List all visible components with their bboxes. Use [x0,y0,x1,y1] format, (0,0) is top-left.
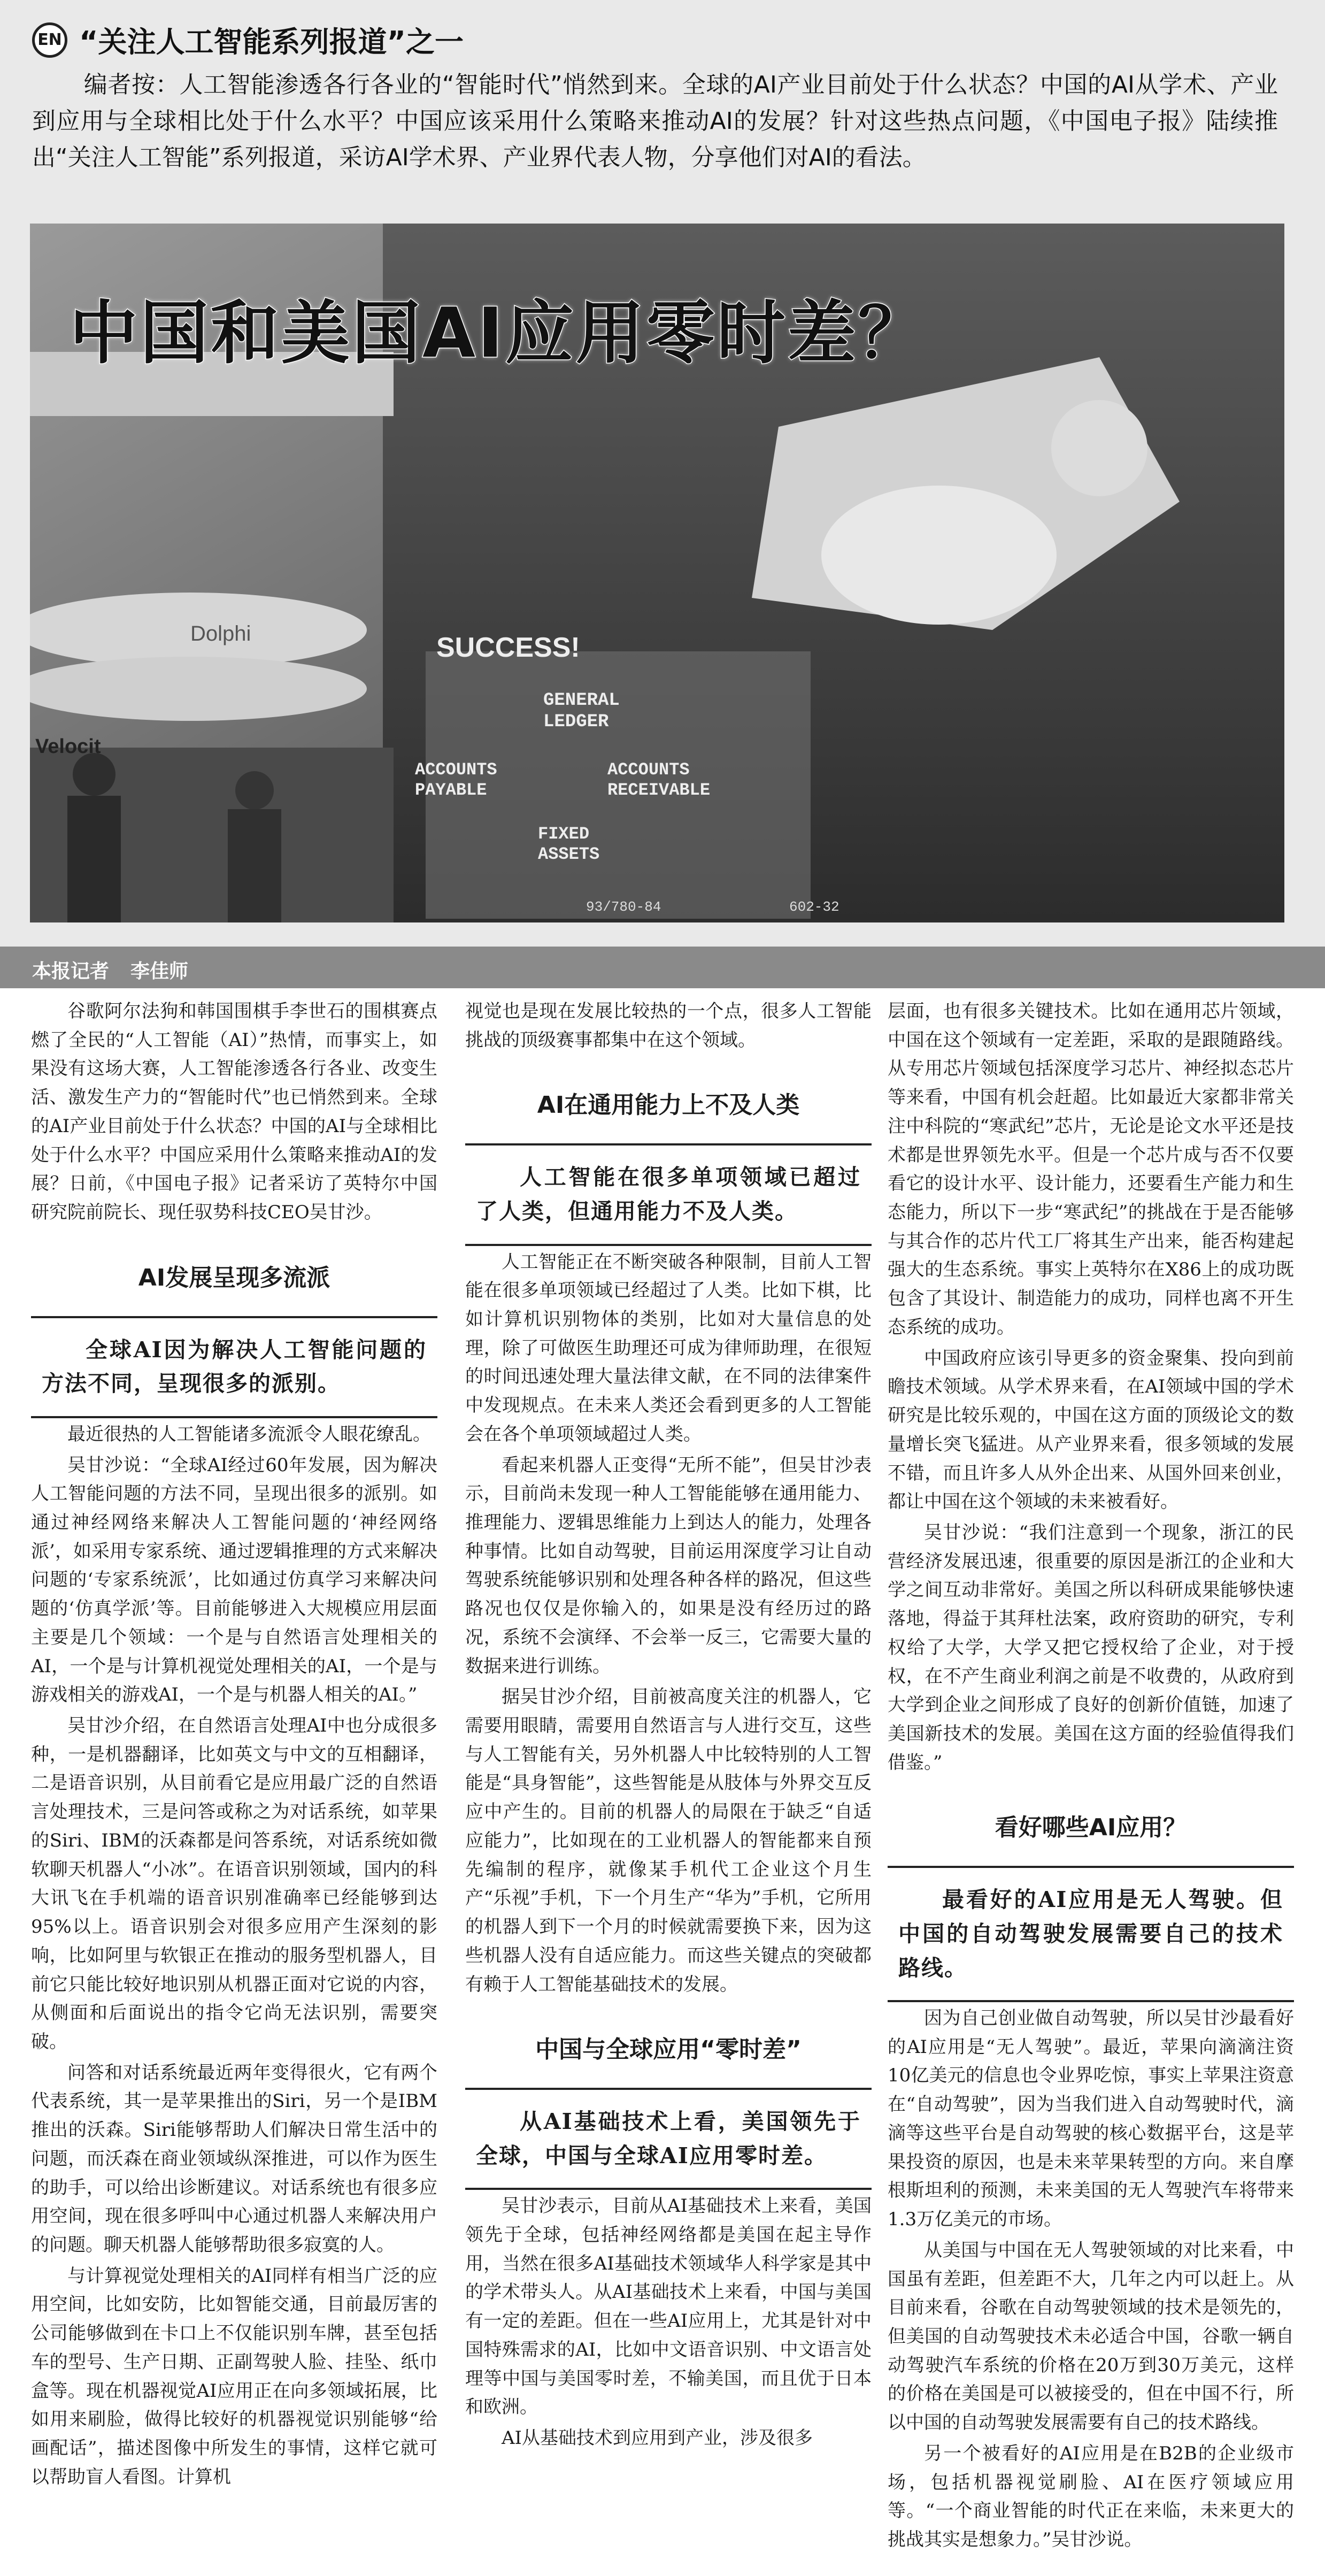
pull-quote: 从AI基础技术上看，美国领先于全球，中国与全球AI应用零时差。 [465,2088,872,2190]
byline-author: 李佳师 [130,960,189,982]
photo-text-ledger: LEDGER [543,712,609,732]
paragraph: 吴甘沙说：“全球AI经过60年发展，因为解决人工智能问题的方法不同，呈现出很多的派别。如通过神经网络来解决人工智能问题的‘神经网络派’，如采用专家系统、通过逻辑推理的方式来解决问题的‘专家系统派’，比如通过仿真学习来解决问题的‘仿真学派’等。目前能够进入大规模应用层面主要是几个领域：一个是与自然语言处理相关的AI，一个是与计算机视觉处理相关的AI，一个是与游戏相关的游戏AI，一个是与机器人相关的AI。” [31,1454,437,1706]
paragraph: 看起来机器人正变得“无所不能”，但吴甘沙表示，目前尚未发现一种人工智能能够在通用能力、推理能力、逻辑思维能力上到达人的能力，处理各种事情。比如自动驾驶，目前运用深度学习让自动驾驶系统能够识别和处理各种各样的路况，但这些路况也仅仅是你输入的，如果是没有经历过的路况，系统不会演绎、不会举一反三，它需要大量的数据来进行训练。 [465,1454,872,1677]
byline [0,947,1325,988]
paragraph: AI从基础技术到应用到产业，涉及很多 [502,2427,813,2449]
paragraph: 谷歌阿尔法狗和韩国围棋手李世石的围棋赛点燃了全民的“人工智能（AI）”热情，而事实上，如果没有这场大赛，人工智能渗透各行各业、改变生活、激发生产力的“智能时代”也已悄然到来。全球的AI产业目前处于什么状态？中国的AI与全球相比处于什么水平？中国应采用什么策略来推动AI的发展？日前，《中国电子报》记者采访了英特尔中国研究院前院长、现任驭势科技CEO吴甘沙。 [31,1001,437,1224]
paragraph: 因为自己创业做自动驾驶，所以吴甘沙最看好的AI应用是“无人驾驶”。最近，苹果向滴滴注资10亿美元的信息也令业界吃惊，事实上苹果注资意在“自动驾驶”，因为当我们进入自动驾驶时代，滴滴等这些平台是自动驾驶的核心数据平台，这是苹果投资的原因，也是未来苹果转型的方向。来自摩根斯坦利的预测，未来美国的无人驾驶汽车将带来1.3万亿美元的市场。 [888,2008,1294,2231]
photo-text-ap2: PAYABLE [415,780,487,800]
paragraph: 与计算视觉处理相关的AI同样有相当广泛的应用空间，比如安防，比如智能交通，目前最厉害的公司能够做到在卡口上不仅能识别车牌，甚至包括车的型号、生产日期、正副驾驶人脸、挂坠、纸巾盒等。现在机器视觉AI应用正在向多领域拓展，比如用来刷脸，做得比较好的机器视觉识别能够“给画配话”，描述图像中所发生的事情，这样它就可以帮助盲人看图。计算机 [31,2265,437,2488]
photo-text-ap1: ACCOUNTS [415,760,497,780]
photo-text-velocity: Velocit [35,735,101,758]
photo-text-num1: 93/780-84 [586,899,661,915]
pull-quote: 人工智能在很多单项领域已超过了人类，但通用能力不及人类。 [465,1143,872,1245]
photo-text-ar1: ACCOUNTS [607,760,690,780]
paragraph: 另一个被看好的AI应用是在B2B的企业级市场，包括机器视觉刷脸、AI在医疗领域应用等。“一个商业智能的时代正在来临，未来更大的挑战其实是想象力。”吴甘沙说。 [888,2442,1294,2550]
photo-text-success: SUCCESS! [436,632,580,663]
article-column-2 [465,997,872,2455]
paragraph: 据吴甘沙介绍，目前被高度关注的机器人，它需要用眼睛，需要用自然语言与人进行交互，这些与人工智能有关，另外机器人中比较特别的人工智能是“具身智能”，这些智能是从肢体与外界交互反应中产生的。目前的机器人的局限在于缺乏“自适应能力”，比如现在的工业机器人的智能都来自预先编制的程序，就像某手机代工企业这个月生产“乐视”手机，下一个月生产“华为”手机，它所用的机器人到下一个月的时候就需要换下来，因为这些机器人没有自适应能力。而这些关键点的突破都有赖于人工智能基础技术的发展。 [465,1686,872,1995]
paragraph: 从美国与中国在无人驾驶领域的对比来看，中国虽有差距，但差距不大，几年之内可以赶上。从目前来看，谷歌在自动驾驶领域的技术是领先的，但美国的自动驾驶技术未必适合中国，谷歌一辆自动驾驶汽车系统的价格在20万到30万美元，这样的价格在美国是可以被接受的，但在中国不行，所以中国的自动驾驶发展需要有自己的技术路线。 [888,2239,1294,2434]
section-heading: 中国与全球应用“零时差” [535,2036,802,2064]
paragraph: 中国政府应该引导更多的资金聚集、投向到前瞻技术领域。从学术界来看，在AI领域中国的学术研究是比较乐观的，中国在这方面的顶级论文的数量增长突飞猛进。从产业界来看，很多领域的发展不错，而且许多人从外企出来、从国外回来创业，都让中国在这个领域的未来被看好。 [888,1347,1294,1513]
article-column-1 [31,997,437,2494]
pull-quote: 全球AI因为解决人工智能问题的方法不同，呈现很多的派别。 [31,1316,437,1418]
paragraph: 吴甘沙表示，目前从AI基础技术上来看，美国领先于全球，包括神经网络都是美国在起主导作用，当然在很多AI基础技术领域华人科学家是其中的学术带头人。从AI基础技术上来看，中国与美国有一定的差距。但在一些AI应用上，尤其是针对中国特殊需求的AI，比如中文语音识别、中文语言处理等中国与美国零时差，不输美国，而且优于日本和欧洲。 [465,2195,872,2418]
paragraph: 问答和对话系统最近两年变得很火，它有两个代表系统，其一是苹果推出的Siri，另一个是IBM推出的沃森。Siri能够帮助人们解决日常生活中的问题，而沃森在商业领域纵深推进，可以作为医生的助手，可以给出诊断建议。对话系统也有很多应用空间，现在很多呼叫中心通过机器人来解决用户的问题。聊天机器人能够帮助很多寂寞的人。 [31,2062,437,2256]
photo-text-num2: 602-32 [789,899,839,915]
newspaper-logo-icon: EN [32,22,67,58]
paragraph: 层面，也有很多关键技术。比如在通用芯片领域，中国在这个领域有一定差距，采取的是跟随路线。从专用芯片领域包括深度学习芯片、神经拟态芯片等来看，中国有机会赶超。比如最近大家都非常关注中科院的“寒武纪”芯片，无论是论文水平还是技术都是世界领先水平。但是一个芯片成与否不仅要看它的设计水平、设计能力，还要看生产能力和生态能力，所以下一步“寒武纪”的挑战在于是否能够与其合作的芯片代工厂将其生产出来，能否构建起强大的生态系统。事实上英特尔在X86上的成功既包含了其设计、制造能力的成功，同样也离不开生态系统的成功。 [888,1001,1294,1338]
paragraph: 人工智能正在不断突破各种限制，目前人工智能在很多单项领域已经超过了人类。比如下棋，比如计算机识别物体的类别，比如对大量信息的处理，除了可做医生助理还可成为律师助理，在很短的时间迅速处理大量法律文献，在不同的法律案件中发现规点。在未来人类还会看到更多的人工智能会在各个单项领域超过人类。 [465,1251,872,1445]
photo-text-assets: ASSETS [538,844,600,864]
photo-text-general: GENERAL [543,690,620,711]
paragraph: 最近很热的人工智能诸多流派令人眼花缭乱。 [67,1423,431,1445]
headline: 中国和美国AI应用零时差？ [70,294,929,373]
article-column-3 [888,997,1294,2557]
section-heading: 看好哪些AI应用？ [995,1814,1187,1842]
series-title: “关注人工智能系列报道”之一 [79,25,464,59]
paragraph: 视觉也是现在发展比较热的一个点，很多人工智能挑战的顶级赛事都集中在这个领域。 [465,1001,872,1051]
section-heading: AI在通用能力上不及人类 [537,1091,800,1119]
paragraph: 吴甘沙说：“我们注意到一个现象，浙江的民营经济发展迅速，很重要的原因是浙江的企业和大学之间互动非常好。美国之所以科研成果能够快速落地，得益于其拜杜法案，政府资助的研究，专利权给了大学，大学又把它授权给了企业，对于授权，在不产生商业利润之前是不收费的，从政府到大学到企业之间形成了良好的创新价值链，加速了美国新技术的发展。美国在这方面的经验值得我们借鉴。” [888,1521,1294,1773]
photo-text-dolphin: Dolphi [190,622,251,645]
paragraph: 吴甘沙介绍，在自然语言处理AI中也分成很多种，一是机器翻译，比如英文与中文的互相翻译，二是语音识别，从目前看它是应用最广泛的自然语言处理技术，三是问答或称之为对话系统，如苹果的Siri、IBM的沃森都是问答系统，对话系统如微软聊天机器人“小冰”。在语音识别领域，国内的科大讯飞在手机端的语音识别准确率已经能够到达95%以上。语音识别会对很多应用产生深刻的影响，比如阿里与软银正在推动的服务型机器人，目前它只能比较好地识别从机器正面对它说的内容，从侧面和后面说出的指令它尚无法识别，需要突破。 [31,1715,437,2052]
pull-quote: 最看好的AI应用是无人驾驶。但中国的自动驾驶发展需要自己的技术路线。 [888,1866,1294,2002]
photo-text-fixed: FIXED [538,824,590,844]
series-header [32,19,464,60]
editor-note: 编者按：人工智能渗透各行各业的“智能时代”悄然到来。全球的AI产业目前处于什么状态？中国的AI从学术、产业到应用与全球相比处于什么水平？中国应该采用什么策略来推动AI的发展？针对这些热点问题，《中国电子报》陆续推出“关注人工智能”系列报道，采访AI学术界、产业界代表人物，分享他们对AI的看法。 [32,71,1278,172]
section-heading: AI发展呈现多流派 [138,1264,330,1291]
byline-label: 本报记者 [32,960,110,982]
photo-text-ar2: RECEIVABLE [607,780,711,800]
